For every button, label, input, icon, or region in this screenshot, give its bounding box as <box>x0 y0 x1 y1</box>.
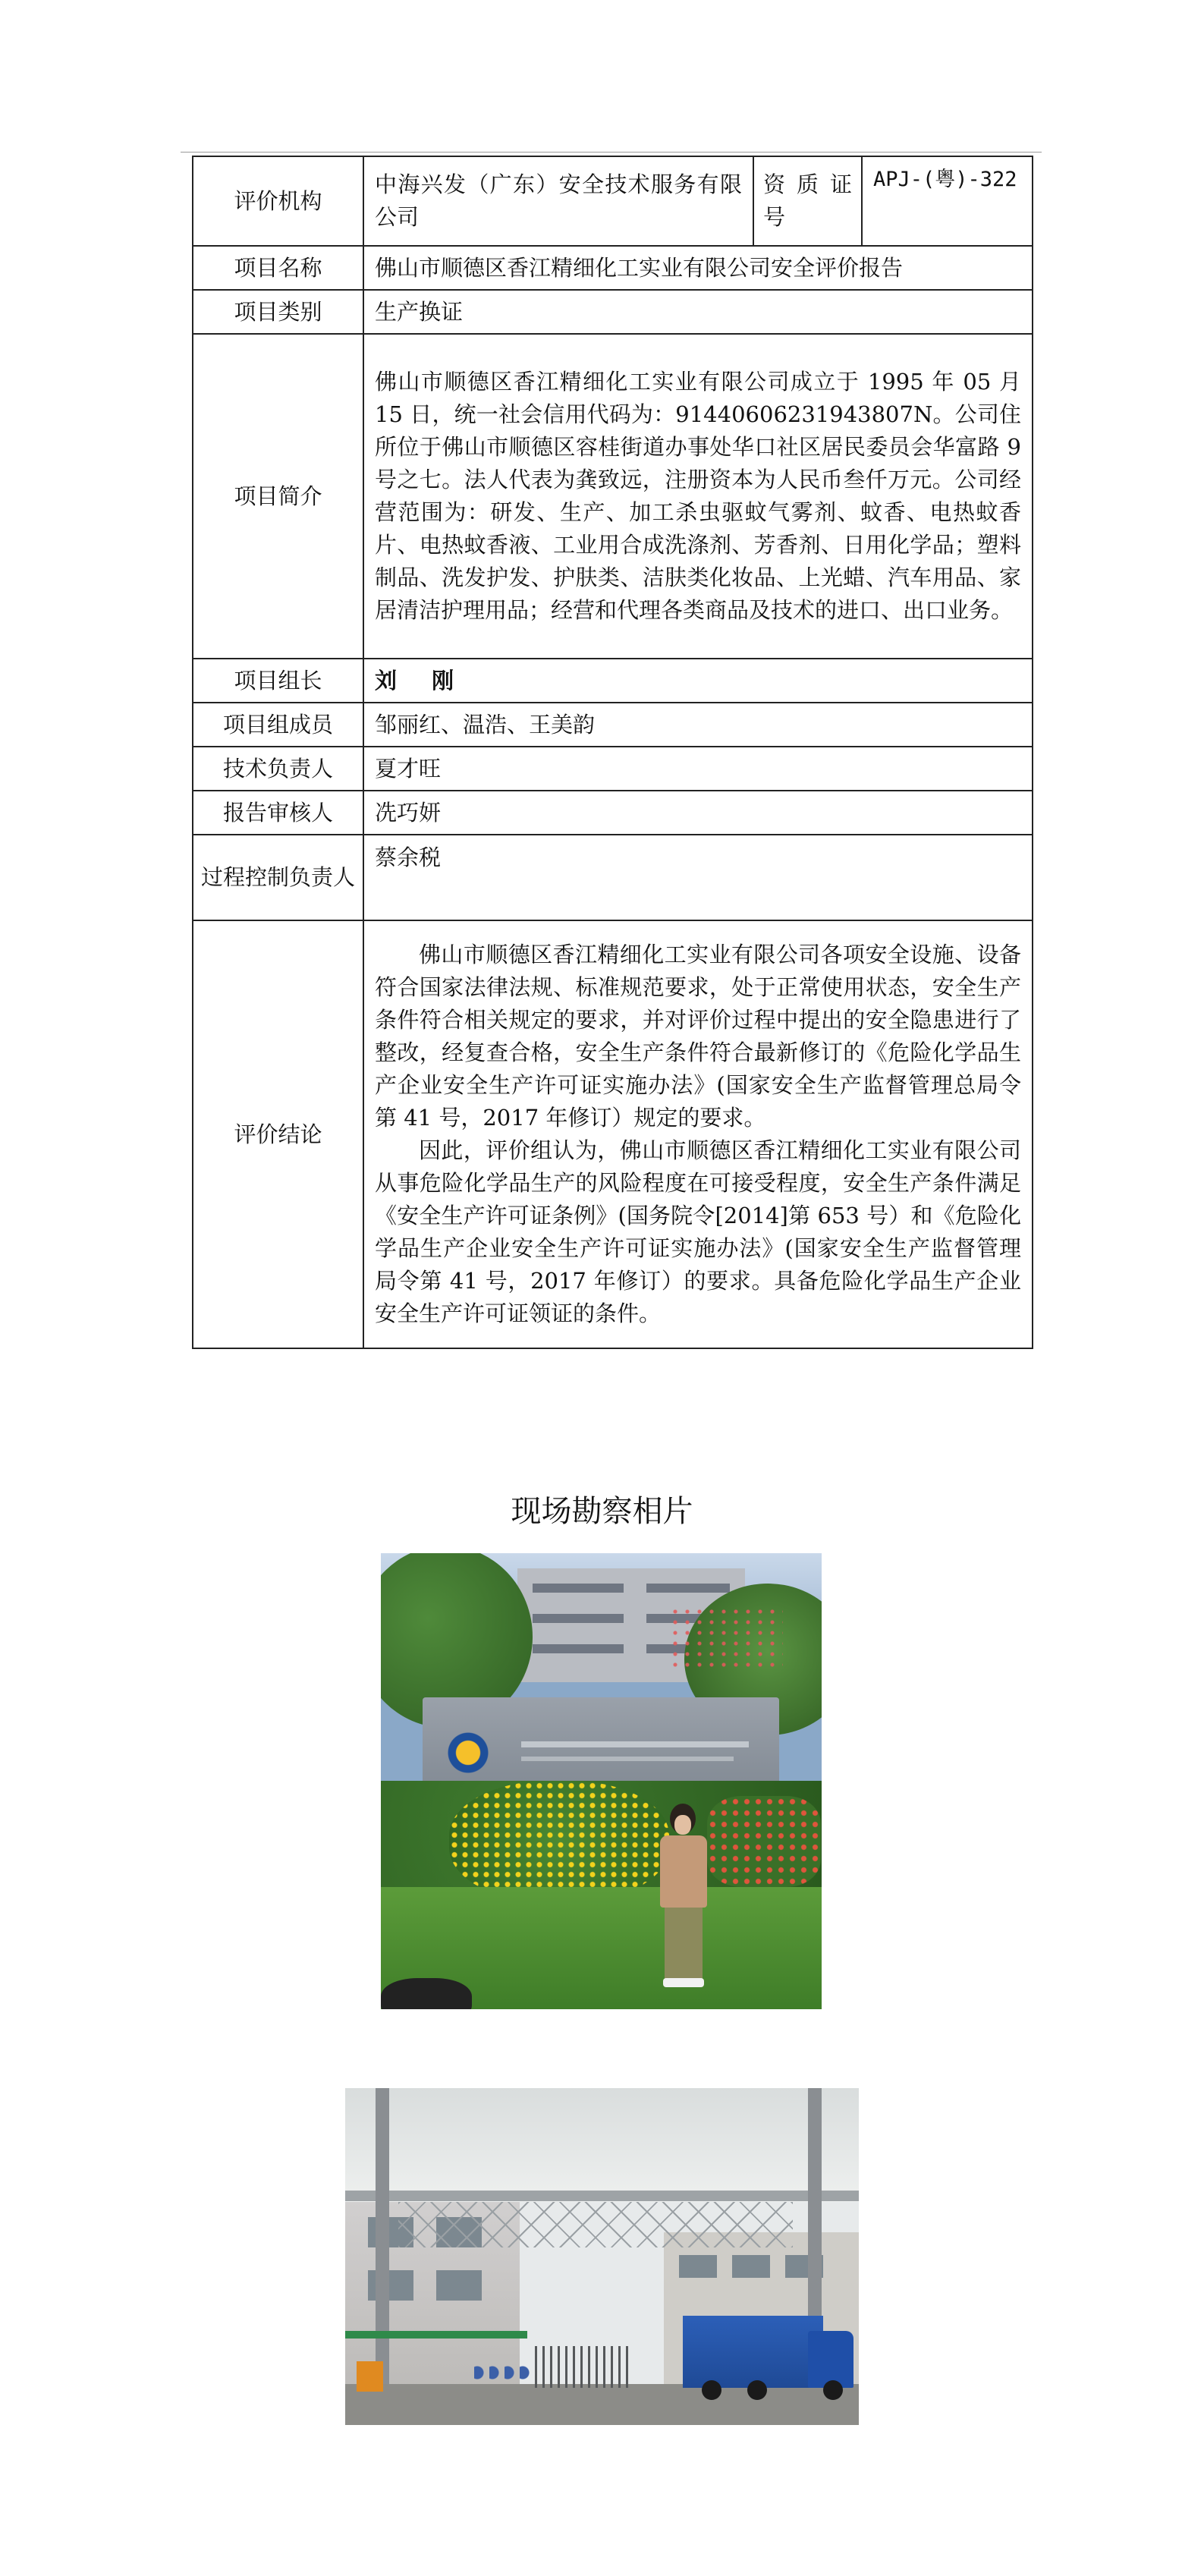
members-value: 邹丽红、温浩、王美韵 <box>363 703 1033 747</box>
type-label: 项目类别 <box>193 290 363 334</box>
site-photo-entrance <box>381 1553 822 2009</box>
intro-value: 佛山市顺德区香江精细化工实业有限公司成立于 1995 年 05 月 15 日，统一社会信用代码为：91440606231943807N。公司住所位于佛山市顺德区容桂街道办事处华口社区居民委员会华富路 9 号之七。法人代表为龚致远，注册资本为人民币叁仟万元。公司经营范围为：研发、生产、加工杀虫驱蚊气雾剂、蚊香、电热蚊香片、电热蚊香液、工业用合成洗涤剂、芳香剂、日用化学品；塑料制品、洗发护发、护肤类、洁肤类化妆品、上光蜡、汽车用品、家居清洁护理用品；经营和代理各类商品及技术的进口、出口业务。 <box>363 334 1033 659</box>
reviewer-label: 报告审核人 <box>193 791 363 835</box>
process-label: 过程控制负责人 <box>193 835 363 920</box>
top-rule <box>181 152 1042 153</box>
table-row <box>193 246 1033 290</box>
truck <box>683 2316 823 2388</box>
org-value: 中海兴发（广东）安全技术服务有限公司 <box>363 156 753 246</box>
table-row <box>193 290 1033 334</box>
company-logo-icon <box>438 1728 498 1773</box>
site-photo-gate <box>345 2088 859 2425</box>
photos-section-title: 现场勘察相片 <box>511 1494 693 1529</box>
cert-label: 资 质 证 号 <box>753 156 862 246</box>
name-value: 佛山市顺德区香江精细化工实业有限公司安全评价报告 <box>363 246 1033 290</box>
name-label: 项目名称 <box>193 246 363 290</box>
table-row <box>193 920 1033 1348</box>
intro-label: 项目简介 <box>193 334 363 659</box>
type-value: 生产换证 <box>363 290 1033 334</box>
leader-value: 刘 刚 <box>375 667 468 694</box>
conclusion-cell <box>363 920 1033 1348</box>
table-row <box>193 334 1033 659</box>
cert-value: APJ-(粤)-322 <box>862 156 1033 246</box>
conclusion-paragraph-1: 佛山市顺德区香江精细化工实业有限公司各项安全设施、设备符合国家法律法规、标准规范要求，处于正常使用状态，安全生产条件符合相关规定的要求，并对评价过程中提出的安全隐患进行了整改，经复查合格，安全生产条件符合最新修订的《危险化学品生产企业安全生产许可证实施办法》(国家安全生产监督管理总局令第 41 号，2017 年修订）规定的要求。 <box>375 942 1021 1131</box>
evaluation-info-table <box>192 156 1033 1349</box>
org-label: 评价机构 <box>193 156 363 246</box>
tech-value: 夏才旺 <box>363 747 1033 791</box>
table-row <box>193 835 1033 920</box>
table-row <box>193 791 1033 835</box>
tech-label: 技术负责人 <box>193 747 363 791</box>
conclusion-label: 评价结论 <box>193 920 363 1348</box>
reviewer-value: 冼巧妍 <box>363 791 1033 835</box>
process-value: 蔡余税 <box>363 835 1033 920</box>
table-row <box>193 703 1033 747</box>
table-row <box>193 156 1033 246</box>
table-row <box>193 747 1033 791</box>
members-label: 项目组成员 <box>193 703 363 747</box>
leader-cell <box>363 659 1033 703</box>
conclusion-paragraph-2: 因此，评价组认为，佛山市顺德区香江精细化工实业有限公司从事危险化学品生产的风险程度在可接受程度，安全生产条件满足《安全生产许可证条例》(国务院令[2014]第 653 号）和《危险化学品生产企业安全生产许可证实施办法》(国家安全生产监督管理局令第 41 号，2017 年修订）的要求。具备危险化学品生产企业安全生产许可证领证的条件。 <box>375 1137 1021 1326</box>
table-row <box>193 659 1033 703</box>
leader-label: 项目组长 <box>193 659 363 703</box>
